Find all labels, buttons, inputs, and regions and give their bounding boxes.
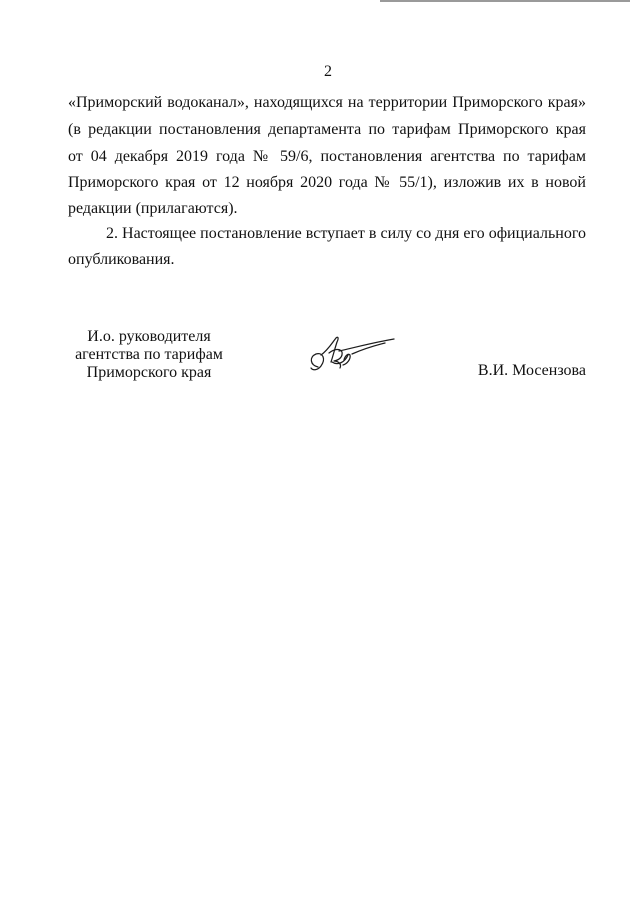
- signee-name: В.И. Мосензова: [477, 362, 586, 379]
- paragraph-2-line-1: 2. Настоящее постановление вступает в силу со дня его официального: [106, 225, 586, 242]
- signer-position-line-2: агентства по тарифам: [75, 346, 223, 363]
- signer-position-line-1: И.о. руководителя: [87, 328, 211, 345]
- handwritten-signature-icon: [305, 328, 397, 380]
- paragraph-2-line-2: опубликования.: [68, 251, 175, 268]
- signer-position-line-3: Приморского края: [86, 364, 212, 381]
- signer-position: [64, 328, 234, 382]
- paragraph-1-line-1: «Приморский водоканал», находящихся на территории Приморского края»: [68, 94, 586, 111]
- paragraph-1-line-3: от 04 декабря 2019 года № 59/6, постановления агентства по тарифам: [68, 148, 586, 165]
- scan-edge-line: [380, 0, 630, 2]
- paragraph-1-line-4: Приморского края от 12 ноября 2020 года № 55/1), изложив их в новой: [68, 174, 586, 191]
- page-number: 2: [324, 63, 332, 80]
- paragraph-1-line-2: (в редакции постановления департамента по тарифам Приморского края: [68, 121, 586, 138]
- paragraph-1-line-5: редакции (прилагаются).: [68, 200, 238, 217]
